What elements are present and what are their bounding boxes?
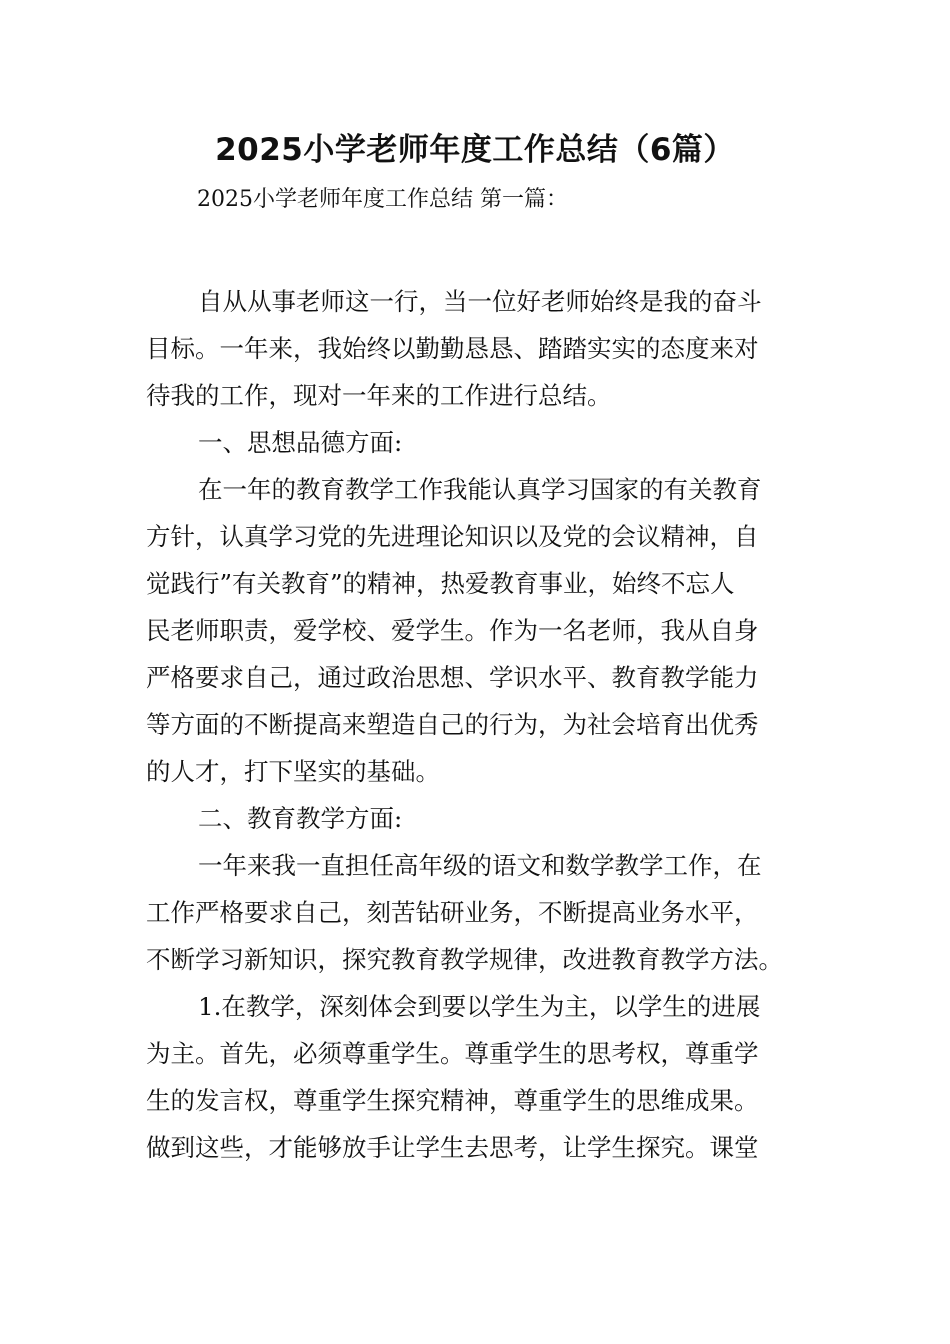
section-heading: 二、教育教学方面: [198, 804, 403, 833]
body-line: 生的发言权，尊重学生探究精神，尊重学生的思维成果。 [146, 1086, 759, 1115]
body-line: 目标。一年来，我始终以勤勤恳恳、踏踏实实的态度来对 [146, 334, 759, 363]
body-line: 民老师职责，爱学校、爱学生。作为一名老师，我从自身 [146, 616, 759, 645]
body-line: 一年来我一直担任高年级的语文和数学教学工作，在 [198, 851, 762, 880]
body-line: 工作严格要求自己，刻苦钻研业务，不断提高业务水平， [146, 898, 759, 927]
body-line: 等方面的不断提高来塑造自己的行为，为社会培育出优秀 [146, 710, 759, 739]
body-line: 自从从事老师这一行，当一位好老师始终是我的奋斗 [198, 287, 762, 316]
body-line: 做到这些，才能够放手让学生去思考，让学生探究。课堂 [146, 1133, 759, 1162]
body-line: 的人才，打下坚实的基础。 [146, 757, 440, 786]
body-line: 1.在教学，深刻体会到要以学生为主，以学生的进展 [198, 992, 761, 1021]
body-line: 觉践行”有关教育”的精神，热爱教育事业，始终不忘人 [146, 569, 735, 598]
body-line: 为主。首先，必须尊重学生。尊重学生的思考权，尊重学 [146, 1039, 759, 1068]
document-body [146, 278, 808, 1171]
body-line: 不断学习新知识，探究教育教学规律，改进教育教学方法。 [146, 945, 783, 974]
document-title: 2025小学老师年度工作总结（6篇） [215, 132, 735, 168]
body-line: 方针，认真学习党的先进理论知识以及党的会议精神，自 [146, 522, 759, 551]
body-line: 待我的工作，现对一年来的工作进行总结。 [146, 381, 612, 410]
document-subtitle: 2025小学老师年度工作总结 第一篇： [197, 187, 568, 212]
body-line: 在一年的教育教学工作我能认真学习国家的有关教育 [198, 475, 762, 504]
section-heading: 一、思想品德方面: [198, 428, 403, 457]
body-line: 严格要求自己，通过政治思想、学识水平、教育教学能力 [146, 663, 759, 692]
